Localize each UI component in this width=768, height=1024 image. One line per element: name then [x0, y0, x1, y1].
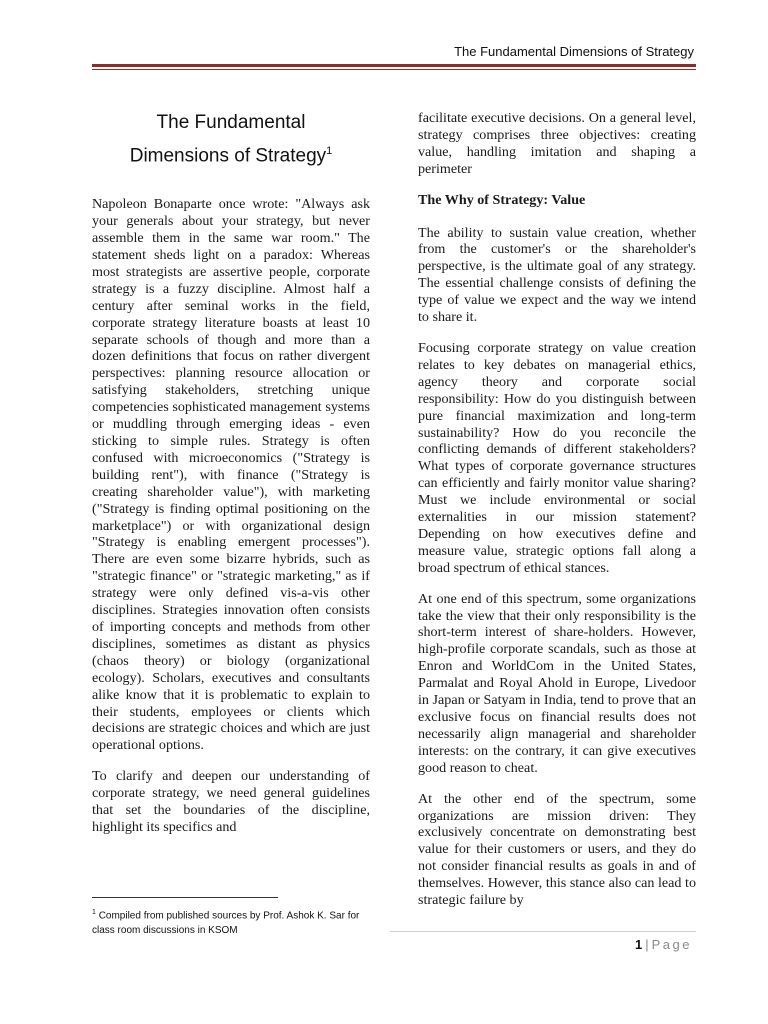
paragraph-other-end: At the other end of the spectrum, some organizations are mission driven: They exclusively concentrate on demonstrating best value for their customers or users, and they do not consider financial results as goals in and of themselves. However, this stance also can lead to strategic failure by — [418, 790, 696, 909]
page-label: Page — [651, 937, 692, 952]
paragraph-focusing: Focusing corporate strategy on value creation relates to key debates on managerial ethics, agency theory and corporate social responsibility: How do you distinguish between pure financial maximization and long-term sustainability? How do you reconcile the conflicting demands of different stakeholders? What types of corporate governance structures can efficiently and fairly monitor value sharing? Must we include environmental or social externalities in our mission statement? Depending on how executives define and measure value, strategic options fall along a broad spectrum of ethical stances. — [418, 339, 696, 576]
title-line-1: The Fundamental — [156, 112, 306, 133]
page-footer — [635, 937, 692, 952]
footnote-rule — [92, 897, 278, 898]
paragraph-one-end: At one end of this spectrum, some organizations take the view that their only responsibility is the short-term interest of share-holders. However, high-profile corporate scandals, such as those at Enron and WorldCom in the United States, Parmalat and Royal Ahold in Europe, Livedoor in Japan or Satyam in India, tend to prove that an exclusive focus on financial results does not necessarily align managerial and shareholder interests: on the contrary, it can give executives good reason to cheat. — [418, 590, 696, 776]
paragraph-clarify: To clarify and deepen our understanding of corporate strategy, we need general guidelines that set the boundaries of the discipline, highlight its specifics and — [92, 768, 370, 835]
section-heading: The Why of Strategy: Value — [418, 191, 586, 208]
running-header: The Fundamental Dimensions of Strategy — [454, 44, 694, 59]
header-rule-thick — [92, 64, 696, 67]
right-column — [418, 110, 696, 923]
footer-rule — [390, 931, 696, 932]
page-number: 1 — [635, 937, 643, 952]
paragraph-value-creation: The ability to sustain value creation, whether from the customer's or the shareholder's perspective, is the ultimate goal of any strategy. The essential challenge consists of defining the type of value we expect and the way we intend to share it. — [418, 224, 696, 326]
footnote — [92, 905, 372, 938]
title-line-2: Dimensions of Strategy — [129, 145, 327, 167]
footnote-marker: 1 — [92, 909, 96, 916]
title-footnote-marker: 1 — [326, 145, 333, 157]
paragraph-intro: Napoleon Bonaparte once wrote: "Always ask your generals about your strategy, but never assemble them in the same war room." The statement sheds light on a paradox: Whereas most strategists are assertive people, corporate strategy is a fuzzy discipline. Almost half a century after seminal works in the field, corporate strategy literature boasts at least 10 separate schools of though and more than a dozen definitions that focus on rather divergent perspectives: planning resource allocation or satisfying stakeholders, stretching unique competencies sophisticated management systems or muddling through emerging ideas - even sticking to simple rules. Strategy is often confused with microeconomics ("Strategy is building rent"), with finance ("Strategy is creating shareholder value"), with marketing ("Strategy is finding optimal positioning on the marketplace") or with organizational design "Strategy is enabling emergent processes"). There are even some bizarre hybrids, such as "strategic finance" or "strategic marketing," as if strategy were only defined vis-a-vis other disciplines. Strategies innovation often consists of importing concepts and methods from other disciplines, sometimes as distant as physics (chaos theory) or biology (organizational ecology). Scholars, executives and consultants alike know that it is problematic to explain to their students, employees or clients which decisions are strategic choices and which are just operational options. — [92, 196, 370, 754]
footnote-text: Compiled from published sources by Prof. Ashok K. Sar for class room discussions in KSOM — [92, 910, 360, 937]
header-rule-thin — [92, 69, 696, 70]
document-title — [92, 108, 370, 170]
paragraph-continued: facilitate executive decisions. On a general level, strategy comprises three objectives: creating value, handling imitation and shaping a perimeter — [418, 110, 696, 177]
left-column — [92, 108, 370, 850]
page-separator: | — [645, 937, 649, 952]
